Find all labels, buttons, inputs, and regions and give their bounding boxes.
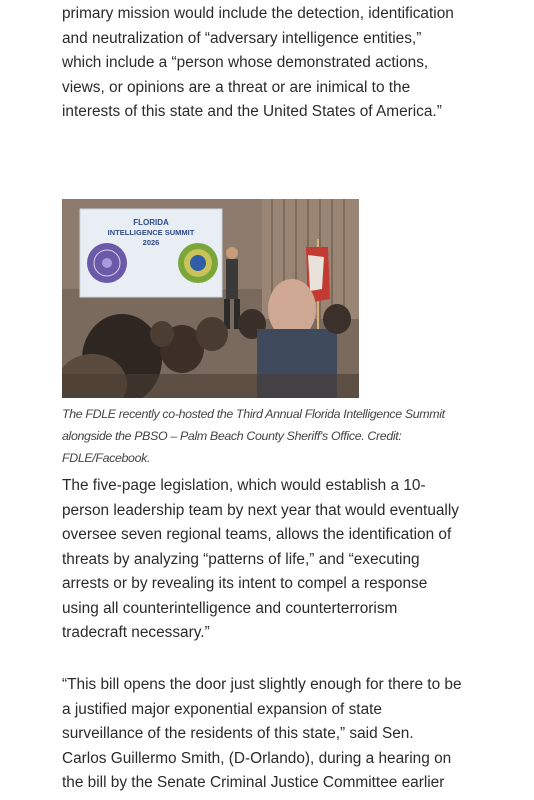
paragraph-legislation: The five-page legislation, which would establish a 10-person leadership team by next year that would eventually oversee seven regional teams, allows the identification of threats by analyzing “patterns of life,” and “executing arrests or by revealing its intent to compel a response using all counterintelligence and counterterrorism tradecraft necessary.” xyxy=(62,477,459,641)
paragraph-intro: primary mission would include the detection, identification and neutralization of “adversary intelligence entities,” which include a “person whose demonstrated actions, views, or opinions are a threat or are inimical to the interests of this state and the United States of America.” xyxy=(62,5,454,120)
photo-caption: The FDLE recently co-hosted the Third Annual Florida Intelligence Summit alongside the PBSO – Palm Beach County Sheriff's Office. Credit: FDLE/Facebook. xyxy=(62,407,445,465)
slide-title-line2: INTELLIGENCE SUMMIT xyxy=(107,228,195,237)
summit-photo xyxy=(62,199,359,398)
paragraph-quote: “This bill opens the door just slightly enough for there to be a justified major exponential expansion of state surveillance of the residents of this state,” said Sen. Carlos Guillermo Smith, (D-Orlando), during a hearing on the bill by the Senate Criminal Justice Committee earlier xyxy=(62,676,462,791)
slide-title-line1: FLORIDA xyxy=(133,218,169,227)
slide-title-line3: 2026 xyxy=(142,238,160,247)
summit-photo-illustration xyxy=(62,199,359,398)
